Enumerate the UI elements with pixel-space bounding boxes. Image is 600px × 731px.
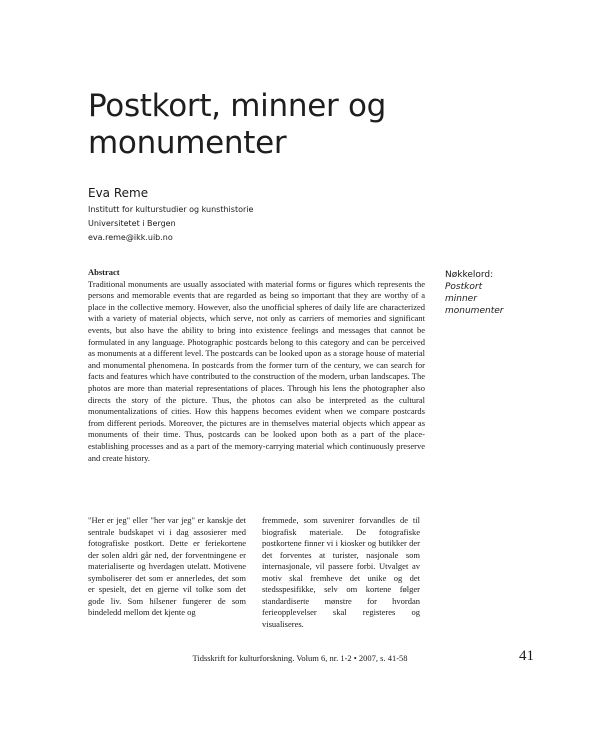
affiliation-department: Institutt for kulturstudier og kunsthistorie — [88, 205, 254, 214]
author-name: Eva Reme — [88, 186, 149, 200]
abstract-heading: Abstract — [88, 267, 120, 277]
body-column-right: fremmede, som suvenirer forvandles de til biografisk materiale. De fotografiske postkortene finner vi i kiosker og butikker der det forventes at turister, nasjonale som internasjonale, vil passere forbi. Utvalget av motiv skal fremheve det unike og det stedsspesifikke, selv om kortene følger standardiserte mønstre for hvordan ferieopplevelser skal registeres og visualiseres. — [262, 515, 420, 629]
page-number: 41 — [519, 648, 534, 664]
keywords-block — [445, 269, 503, 317]
journal-citation: Tidsskrift for kulturforskning. Volum 6, nr. 1-2 • 2007, s. 41-58 — [192, 653, 408, 663]
keywords-label: Nøkkelord: — [445, 270, 494, 280]
keyword-item: monumenter — [445, 306, 504, 316]
keyword-item: minner — [445, 294, 477, 304]
body-column-left: "Her er jeg" eller "her var jeg" er kanskje det sentrale budskapet vi i dag assosierer med fotografiske postkort. Dette er feriekortene der solen aldri går ned, der forventningene er materialiserte og hverdagen utelatt. Motivene symboliserer det som er annerledes, det som er spesielt, det en gjerne vil tolke som det gode liv. Som hilsener fungerer de som bindeledd mellom det kjente og — [88, 515, 246, 617]
author-affiliation — [88, 203, 253, 245]
abstract-block — [88, 267, 425, 464]
article-title: Postkort, minner og monumenter — [88, 88, 387, 161]
author-email: eva.reme@ikk.uib.no — [88, 233, 173, 242]
keyword-item: Postkort — [445, 282, 483, 292]
affiliation-university: Universitetet i Bergen — [88, 219, 176, 228]
abstract-text: Traditional monuments are usually associated with material forms or figures which represents the persons and memorable events that are regarded as being so important that they are worthy of a place in the collective memory. However, also the unofficial spheres of daily life are characterized with a variety of material objects, which serve, not only as carriers of memories and significant events, but also have the ability to bring into existence feelings and messages that cannot be formulated in any language. Photographic postcards belong to this category and can be perceived as monuments at a different level. The postcards can be looked upon as a storage house of material and monumental phenomena. In postcards from the former turn of the century, we can search for facts and features which have contributed to the construction of the modern, urban landscapes. The photos are more than material representations of places. Through his lens the photographer also directs the story of the picture. Thus, the photos can also be interpreted as the cultural monumentalizations of cities. How this happens becomes evident when we compare postcards from different periods. Moreover, the pictures are in themselves material objects which appear as monuments of their time. Thus, postcards can be looked upon both as a part of the place-establishing processes and as a part of the memory-carrying material which continuously preserve and create history. — [88, 278, 425, 463]
